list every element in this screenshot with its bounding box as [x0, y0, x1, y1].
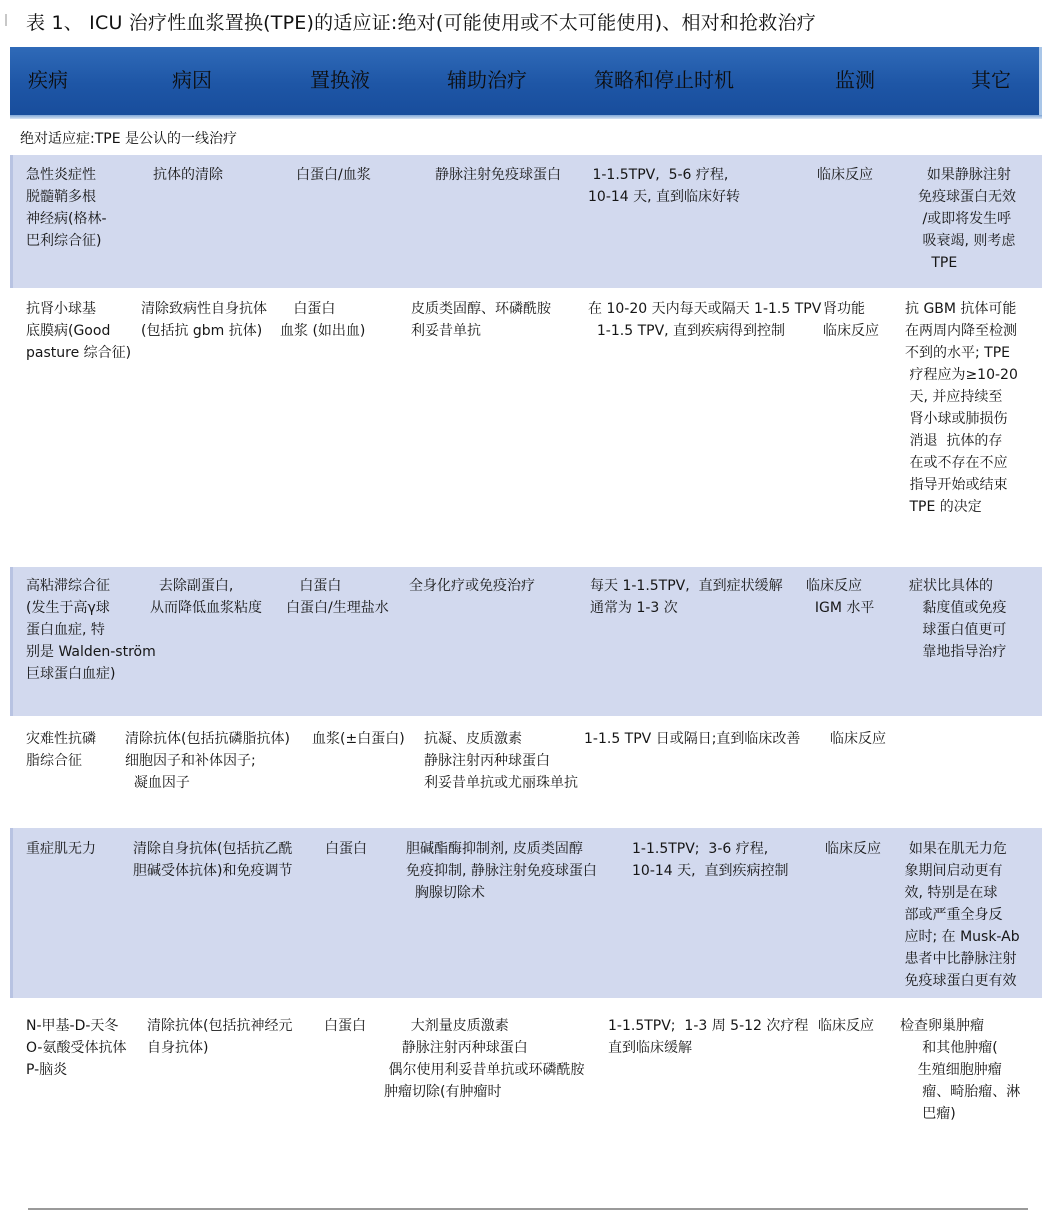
header-shadow — [10, 115, 1042, 119]
cell-other: 抗 GBM 抗体可能 在两周内降至检测 不到的水平; TPE 疗程应为≥10-20 天, 并应持续至 肾小球或肺损伤 消退 抗体的存 在或不存在不应 指导开始或结束 TPE 的决定 — [905, 301, 1018, 515]
cell-replacement: 白蛋白 — [325, 841, 367, 857]
header-monitoring: 监测 — [835, 68, 875, 92]
table-row — [10, 567, 1042, 716]
cell-adjunct: 静脉注射免疫球蛋白 — [435, 167, 561, 183]
cell-replacement: 白蛋白 — [324, 1018, 366, 1034]
cell-adjunct: 皮质类固醇、环磷酰胺 利妥昔单抗 — [411, 301, 551, 339]
row-accent — [10, 828, 13, 998]
header-cause: 病因 — [172, 68, 212, 92]
cell-other: 症状比具体的 黏度值或免疫 球蛋白值更可 靠地指导治疗 — [909, 578, 1007, 660]
row-accent — [10, 155, 13, 288]
header-adjunct: 辅助治疗 — [447, 68, 527, 92]
cell-replacement: 白蛋白 白蛋白/生理盐水 — [286, 578, 389, 616]
cell-strategy: 1-1.5TPV; 1-3 周 5-12 次疗程 直到临床缓解 — [608, 1018, 809, 1056]
cell-disease: 灾难性抗磷 脂综合征 — [26, 731, 96, 769]
header-replacement: 置换液 — [310, 68, 370, 92]
table-header — [10, 47, 1042, 115]
cell-monitoring: 临床反应 — [830, 731, 886, 747]
cell-other: 如果在肌无力危 象期间启动更有 效, 特别是在球 部或严重全身反 应时; 在 Musk-Ab 患者中比静脉注射 免疫球蛋白更有效 — [904, 841, 1020, 989]
table-row — [10, 155, 1042, 288]
cell-strategy: 1-1.5TPV; 3-6 疗程, 10-14 天, 直到疾病控制 — [632, 841, 789, 879]
header-disease: 疾病 — [28, 68, 68, 92]
cell-monitoring: 临床反应 — [818, 1018, 874, 1034]
cell-replacement: 白蛋白/血浆 — [296, 167, 371, 183]
cell-strategy: 1-1.5 TPV 日或隔日;直到临床改善 — [584, 731, 801, 747]
table-row — [10, 1005, 1042, 1155]
table-row — [10, 290, 1042, 565]
cell-other: 检查卵巢肿瘤 和其他肿瘤( 生殖细胞肿瘤 瘤、畸胎瘤、淋 巴瘤) — [900, 1018, 1021, 1122]
cell-adjunct: 胆碱酯酶抑制剂, 皮质类固醇 免疫抑制, 静脉注射免疫球蛋白 胸腺切除术 — [406, 841, 597, 901]
cell-adjunct: 大剂量皮质激素 静脉注射丙种球蛋白 偶尔使用利妥昔单抗或环磷酰胺 肿瘤切除(有肿瘤时 — [384, 1018, 585, 1100]
cell-disease: 高粘滞综合征 (发生于高γ球 蛋白血症, 特 别是 Walden-ström 巨球蛋白血症) — [26, 578, 156, 682]
cell-strategy: 每天 1-1.5TPV, 直到症状缓解 通常为 1-3 次 — [590, 578, 783, 616]
cell-other: 如果静脉注射 免疫球蛋白无效 /或即将发生呼 吸衰竭, 则考虑 TPE — [918, 167, 1016, 271]
caption-marker — [5, 14, 7, 26]
cell-disease: 抗肾小球基 底膜病(Good pasture 综合征) — [26, 301, 132, 361]
cell-strategy: 在 10-20 天内每天或隔天 1-1.5 TPV 1-1.5 TPV, 直到疾病得到控制 — [588, 301, 822, 339]
cell-cause: 清除抗体(包括抗神经元 自身抗体) — [147, 1018, 293, 1056]
cell-monitoring: 临床反应 — [817, 167, 873, 183]
header-strategy: 策略和停止时机 — [594, 68, 734, 92]
cell-monitoring: 肾功能 临床反应 — [823, 301, 879, 339]
cell-cause: 去除副蛋白, 从而降低血浆粘度 — [150, 578, 262, 616]
cell-cause: 清除致病性自身抗体 (包括抗 gbm 抗体) — [141, 301, 267, 339]
cell-strategy: 1-1.5TPV, 5-6 疗程, 10-14 天, 直到临床好转 — [588, 167, 741, 205]
table-row — [10, 828, 1042, 998]
section-label: 绝对适应症:TPE 是公认的一线治疗 — [20, 131, 238, 147]
row-accent — [10, 567, 13, 716]
cell-cause: 抗体的清除 — [153, 167, 223, 183]
cell-cause: 清除自身抗体(包括抗乙酰 胆碱受体抗体)和免疫调节 — [133, 841, 293, 879]
cell-disease: 急性炎症性 脱髓鞘多根 神经病(格林- 巴利综合征) — [26, 167, 107, 249]
header-other: 其它 — [971, 68, 1011, 92]
cell-disease: 重症肌无力 — [26, 841, 96, 857]
table-bottom-rule — [28, 1208, 1028, 1210]
cell-monitoring: 临床反应 IGM 水平 — [806, 578, 875, 616]
cell-replacement: 白蛋白 血浆 (如出血) — [280, 301, 366, 339]
cell-monitoring: 临床反应 — [825, 841, 881, 857]
table-caption: 表 1、 ICU 治疗性血浆置换(TPE)的适应证:绝对(可能使用或不太可能使用)、相对和抢救治疗 — [26, 12, 816, 34]
cell-adjunct: 抗凝、皮质激素 静脉注射丙种球蛋白 利妥昔单抗或尤丽珠单抗 — [424, 731, 578, 791]
cell-replacement: 血浆(±白蛋白) — [312, 731, 405, 747]
cell-disease: N-甲基-D-天冬 O-氨酸受体抗体 P-脑炎 — [26, 1018, 127, 1078]
table-row — [10, 719, 1042, 825]
cell-adjunct: 全身化疗或免疫治疗 — [409, 578, 535, 594]
cell-cause: 清除抗体(包括抗磷脂抗体) 细胞因子和补体因子; 凝血因子 — [125, 731, 290, 791]
